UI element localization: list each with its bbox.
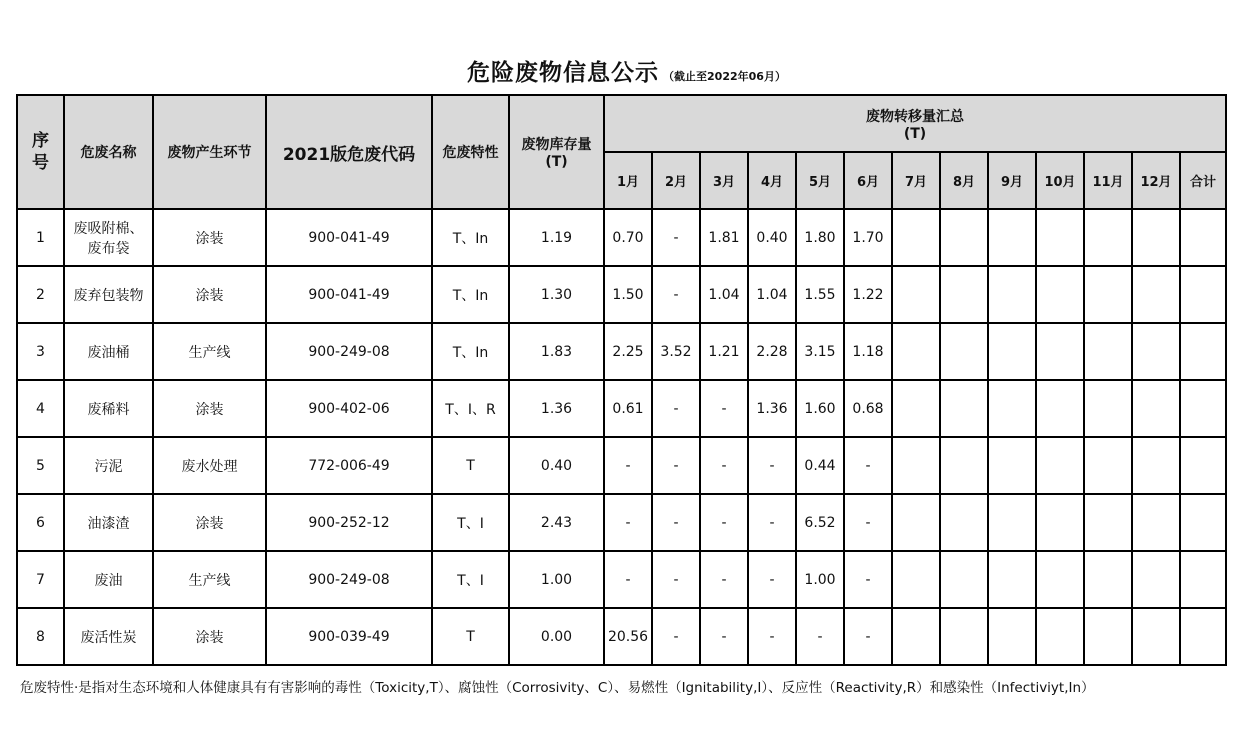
cell-code: 900-249-08 (266, 551, 432, 608)
cell-month-value (1180, 437, 1226, 494)
cell-month-value: - (748, 551, 796, 608)
cell-seq: 6 (17, 494, 64, 551)
header-month: 12月 (1132, 152, 1180, 209)
cell-trait: T (432, 437, 509, 494)
cell-month-value: - (748, 608, 796, 665)
cell-month-value (940, 437, 988, 494)
page-title: 危险废物信息公示 (467, 60, 660, 86)
cell-month-value: - (604, 494, 652, 551)
cell-month-value (892, 437, 940, 494)
header-month: 11月 (1084, 152, 1132, 209)
cell-seq: 3 (17, 323, 64, 380)
header-code: 2021版危废代码 (266, 95, 432, 209)
cell-month-value: - (844, 608, 892, 665)
cell-name: 废稀料 (64, 380, 153, 437)
header-month: 2月 (652, 152, 700, 209)
cell-stage: 废水处理 (153, 437, 266, 494)
cell-month-value: 1.50 (604, 266, 652, 323)
cell-month-value (940, 209, 988, 266)
cell-seq: 4 (17, 380, 64, 437)
page-title-block (0, 54, 1253, 87)
cell-month-value (988, 266, 1036, 323)
table-row (17, 608, 1226, 665)
cell-month-value (1132, 209, 1180, 266)
cell-month-value: - (652, 494, 700, 551)
header-month: 1月 (604, 152, 652, 209)
header-month: 8月 (940, 152, 988, 209)
header-month: 4月 (748, 152, 796, 209)
header-transfer-line2: (T) (903, 125, 927, 142)
header-month: 3月 (700, 152, 748, 209)
cell-month-value (1084, 323, 1132, 380)
cell-month-value: - (796, 608, 844, 665)
cell-trait: T、I、R (432, 380, 509, 437)
cell-stock: 0.40 (509, 437, 604, 494)
cell-seq: 5 (17, 437, 64, 494)
cell-month-value (1180, 494, 1226, 551)
cell-month-value (1132, 323, 1180, 380)
cell-month-value (892, 323, 940, 380)
cell-month-value: - (748, 494, 796, 551)
cell-name: 废吸附棉、废布袋 (64, 209, 153, 266)
cell-month-value (1036, 380, 1084, 437)
cell-month-value (1132, 266, 1180, 323)
cell-month-value (1132, 380, 1180, 437)
cell-stock: 1.83 (509, 323, 604, 380)
cell-month-value (892, 209, 940, 266)
header-stage: 废物产生环节 (153, 95, 266, 209)
table-row (17, 551, 1226, 608)
cell-month-value: 1.00 (796, 551, 844, 608)
cell-month-value (988, 437, 1036, 494)
cell-code: 900-041-49 (266, 209, 432, 266)
cell-month-value: 1.55 (796, 266, 844, 323)
cell-month-value (892, 608, 940, 665)
waste-table (16, 94, 1227, 666)
cell-month-value: - (604, 551, 652, 608)
cell-month-value: 3.52 (652, 323, 700, 380)
cell-month-value: - (844, 551, 892, 608)
cell-stage: 涂装 (153, 266, 266, 323)
table-row (17, 437, 1226, 494)
cell-month-value: - (700, 380, 748, 437)
cell-trait: T、In (432, 266, 509, 323)
cell-month-value (988, 209, 1036, 266)
header-month: 5月 (796, 152, 844, 209)
header-month: 10月 (1036, 152, 1084, 209)
cell-month-value (1180, 551, 1226, 608)
header-stock (509, 95, 604, 209)
cell-month-value: 6.52 (796, 494, 844, 551)
cell-seq: 7 (17, 551, 64, 608)
header-stock-line2: (T) (545, 154, 568, 170)
cell-month-value: - (652, 608, 700, 665)
cell-month-value: 20.56 (604, 608, 652, 665)
cell-trait: T、I (432, 551, 509, 608)
cell-month-value: 1.22 (844, 266, 892, 323)
cell-code: 900-039-49 (266, 608, 432, 665)
cell-month-value: 1.70 (844, 209, 892, 266)
cell-month-value (940, 380, 988, 437)
cell-month-value (988, 608, 1036, 665)
footnote: 危废特性·是指对生态环境和人体健康具有有害影响的毒性（Toxicity,T）、腐蚀性（Corrosivity、C）、易燃性（Ignitability,I）、反应性（Reactivity,R）和感染性（Infectiviyt,In） (20, 680, 1095, 696)
table-row (17, 266, 1226, 323)
cell-trait: T、In (432, 209, 509, 266)
cell-month-value (892, 380, 940, 437)
cell-month-value (1036, 437, 1084, 494)
cell-month-value: - (844, 494, 892, 551)
header-month: 6月 (844, 152, 892, 209)
cell-month-value: 1.81 (700, 209, 748, 266)
cell-code: 900-041-49 (266, 266, 432, 323)
cell-month-value: - (700, 494, 748, 551)
cell-month-value: - (652, 437, 700, 494)
cell-stock: 1.00 (509, 551, 604, 608)
page-subtitle: （截止至2022年06月） (663, 70, 786, 83)
cell-month-value: - (700, 437, 748, 494)
cell-month-value (1036, 551, 1084, 608)
cell-stock: 2.43 (509, 494, 604, 551)
cell-name: 油漆渣 (64, 494, 153, 551)
cell-month-value (1132, 437, 1180, 494)
cell-month-value: 0.44 (796, 437, 844, 494)
cell-stock: 1.19 (509, 209, 604, 266)
cell-month-value: - (652, 266, 700, 323)
cell-month-value: 3.15 (796, 323, 844, 380)
cell-month-value (1036, 266, 1084, 323)
cell-month-value (1084, 608, 1132, 665)
cell-month-value (1084, 494, 1132, 551)
cell-month-value (1036, 608, 1084, 665)
header-transfer (604, 95, 1226, 152)
cell-month-value: 1.04 (700, 266, 748, 323)
cell-month-value: - (652, 551, 700, 608)
cell-stage: 涂装 (153, 380, 266, 437)
cell-month-value (988, 551, 1036, 608)
cell-month-value (892, 266, 940, 323)
cell-month-value: 0.61 (604, 380, 652, 437)
cell-month-value (1180, 323, 1226, 380)
cell-month-value (1036, 323, 1084, 380)
cell-stage: 涂装 (153, 608, 266, 665)
cell-month-value (1180, 380, 1226, 437)
cell-month-value: 0.70 (604, 209, 652, 266)
table-row (17, 380, 1226, 437)
cell-month-value (1180, 608, 1226, 665)
cell-month-value: - (844, 437, 892, 494)
header-transfer-line1: 废物转移量汇总 (866, 108, 964, 125)
cell-month-value: - (748, 437, 796, 494)
cell-seq: 2 (17, 266, 64, 323)
cell-month-value (1084, 209, 1132, 266)
cell-month-value: 1.60 (796, 380, 844, 437)
cell-month-value (892, 551, 940, 608)
header-seq: 序号 (17, 95, 64, 209)
cell-stage: 生产线 (153, 323, 266, 380)
cell-stage: 涂装 (153, 209, 266, 266)
cell-stage: 涂装 (153, 494, 266, 551)
cell-month-value (1084, 551, 1132, 608)
cell-code: 900-402-06 (266, 380, 432, 437)
cell-month-value (988, 494, 1036, 551)
table-row (17, 323, 1226, 380)
cell-month-value (940, 608, 988, 665)
cell-month-value (940, 266, 988, 323)
cell-code: 900-252-12 (266, 494, 432, 551)
cell-month-value (1036, 494, 1084, 551)
cell-month-value: - (652, 380, 700, 437)
header-month: 7月 (892, 152, 940, 209)
cell-month-value: - (700, 608, 748, 665)
cell-trait: T、In (432, 323, 509, 380)
cell-month-value: 1.18 (844, 323, 892, 380)
cell-month-value (988, 380, 1036, 437)
cell-month-value: 1.21 (700, 323, 748, 380)
cell-seq: 8 (17, 608, 64, 665)
cell-month-value: 1.80 (796, 209, 844, 266)
cell-month-value (940, 551, 988, 608)
cell-month-value (1132, 551, 1180, 608)
cell-month-value (1180, 266, 1226, 323)
cell-stock: 1.36 (509, 380, 604, 437)
cell-month-value: 2.25 (604, 323, 652, 380)
cell-month-value (940, 323, 988, 380)
cell-month-value: 1.04 (748, 266, 796, 323)
table-row (17, 209, 1226, 266)
cell-stage: 生产线 (153, 551, 266, 608)
cell-month-value: - (652, 209, 700, 266)
cell-name: 污泥 (64, 437, 153, 494)
table-row (17, 494, 1226, 551)
cell-month-value (892, 494, 940, 551)
cell-stock: 1.30 (509, 266, 604, 323)
cell-month-value: - (700, 551, 748, 608)
cell-seq: 1 (17, 209, 64, 266)
cell-month-value: 1.36 (748, 380, 796, 437)
header-stock-line1: 废物库存量 (521, 137, 592, 153)
cell-month-value: - (604, 437, 652, 494)
cell-trait: T、I (432, 494, 509, 551)
cell-name: 废油桶 (64, 323, 153, 380)
cell-code: 900-249-08 (266, 323, 432, 380)
cell-month-value (940, 494, 988, 551)
cell-name: 废弃包装物 (64, 266, 153, 323)
cell-stock: 0.00 (509, 608, 604, 665)
cell-month-value: 2.28 (748, 323, 796, 380)
header-trait: 危废特性 (432, 95, 509, 209)
cell-code: 772-006-49 (266, 437, 432, 494)
header-name: 危废名称 (64, 95, 153, 209)
cell-month-value (1084, 266, 1132, 323)
cell-month-value (1132, 494, 1180, 551)
cell-trait: T (432, 608, 509, 665)
cell-month-value (1180, 209, 1226, 266)
cell-month-value (1036, 209, 1084, 266)
cell-month-value (988, 323, 1036, 380)
cell-month-value: 0.68 (844, 380, 892, 437)
cell-name: 废油 (64, 551, 153, 608)
cell-month-value (1132, 608, 1180, 665)
header-month: 合计 (1180, 152, 1226, 209)
cell-month-value: 0.40 (748, 209, 796, 266)
header-month: 9月 (988, 152, 1036, 209)
cell-month-value (1084, 437, 1132, 494)
cell-name: 废活性炭 (64, 608, 153, 665)
cell-month-value (1084, 380, 1132, 437)
